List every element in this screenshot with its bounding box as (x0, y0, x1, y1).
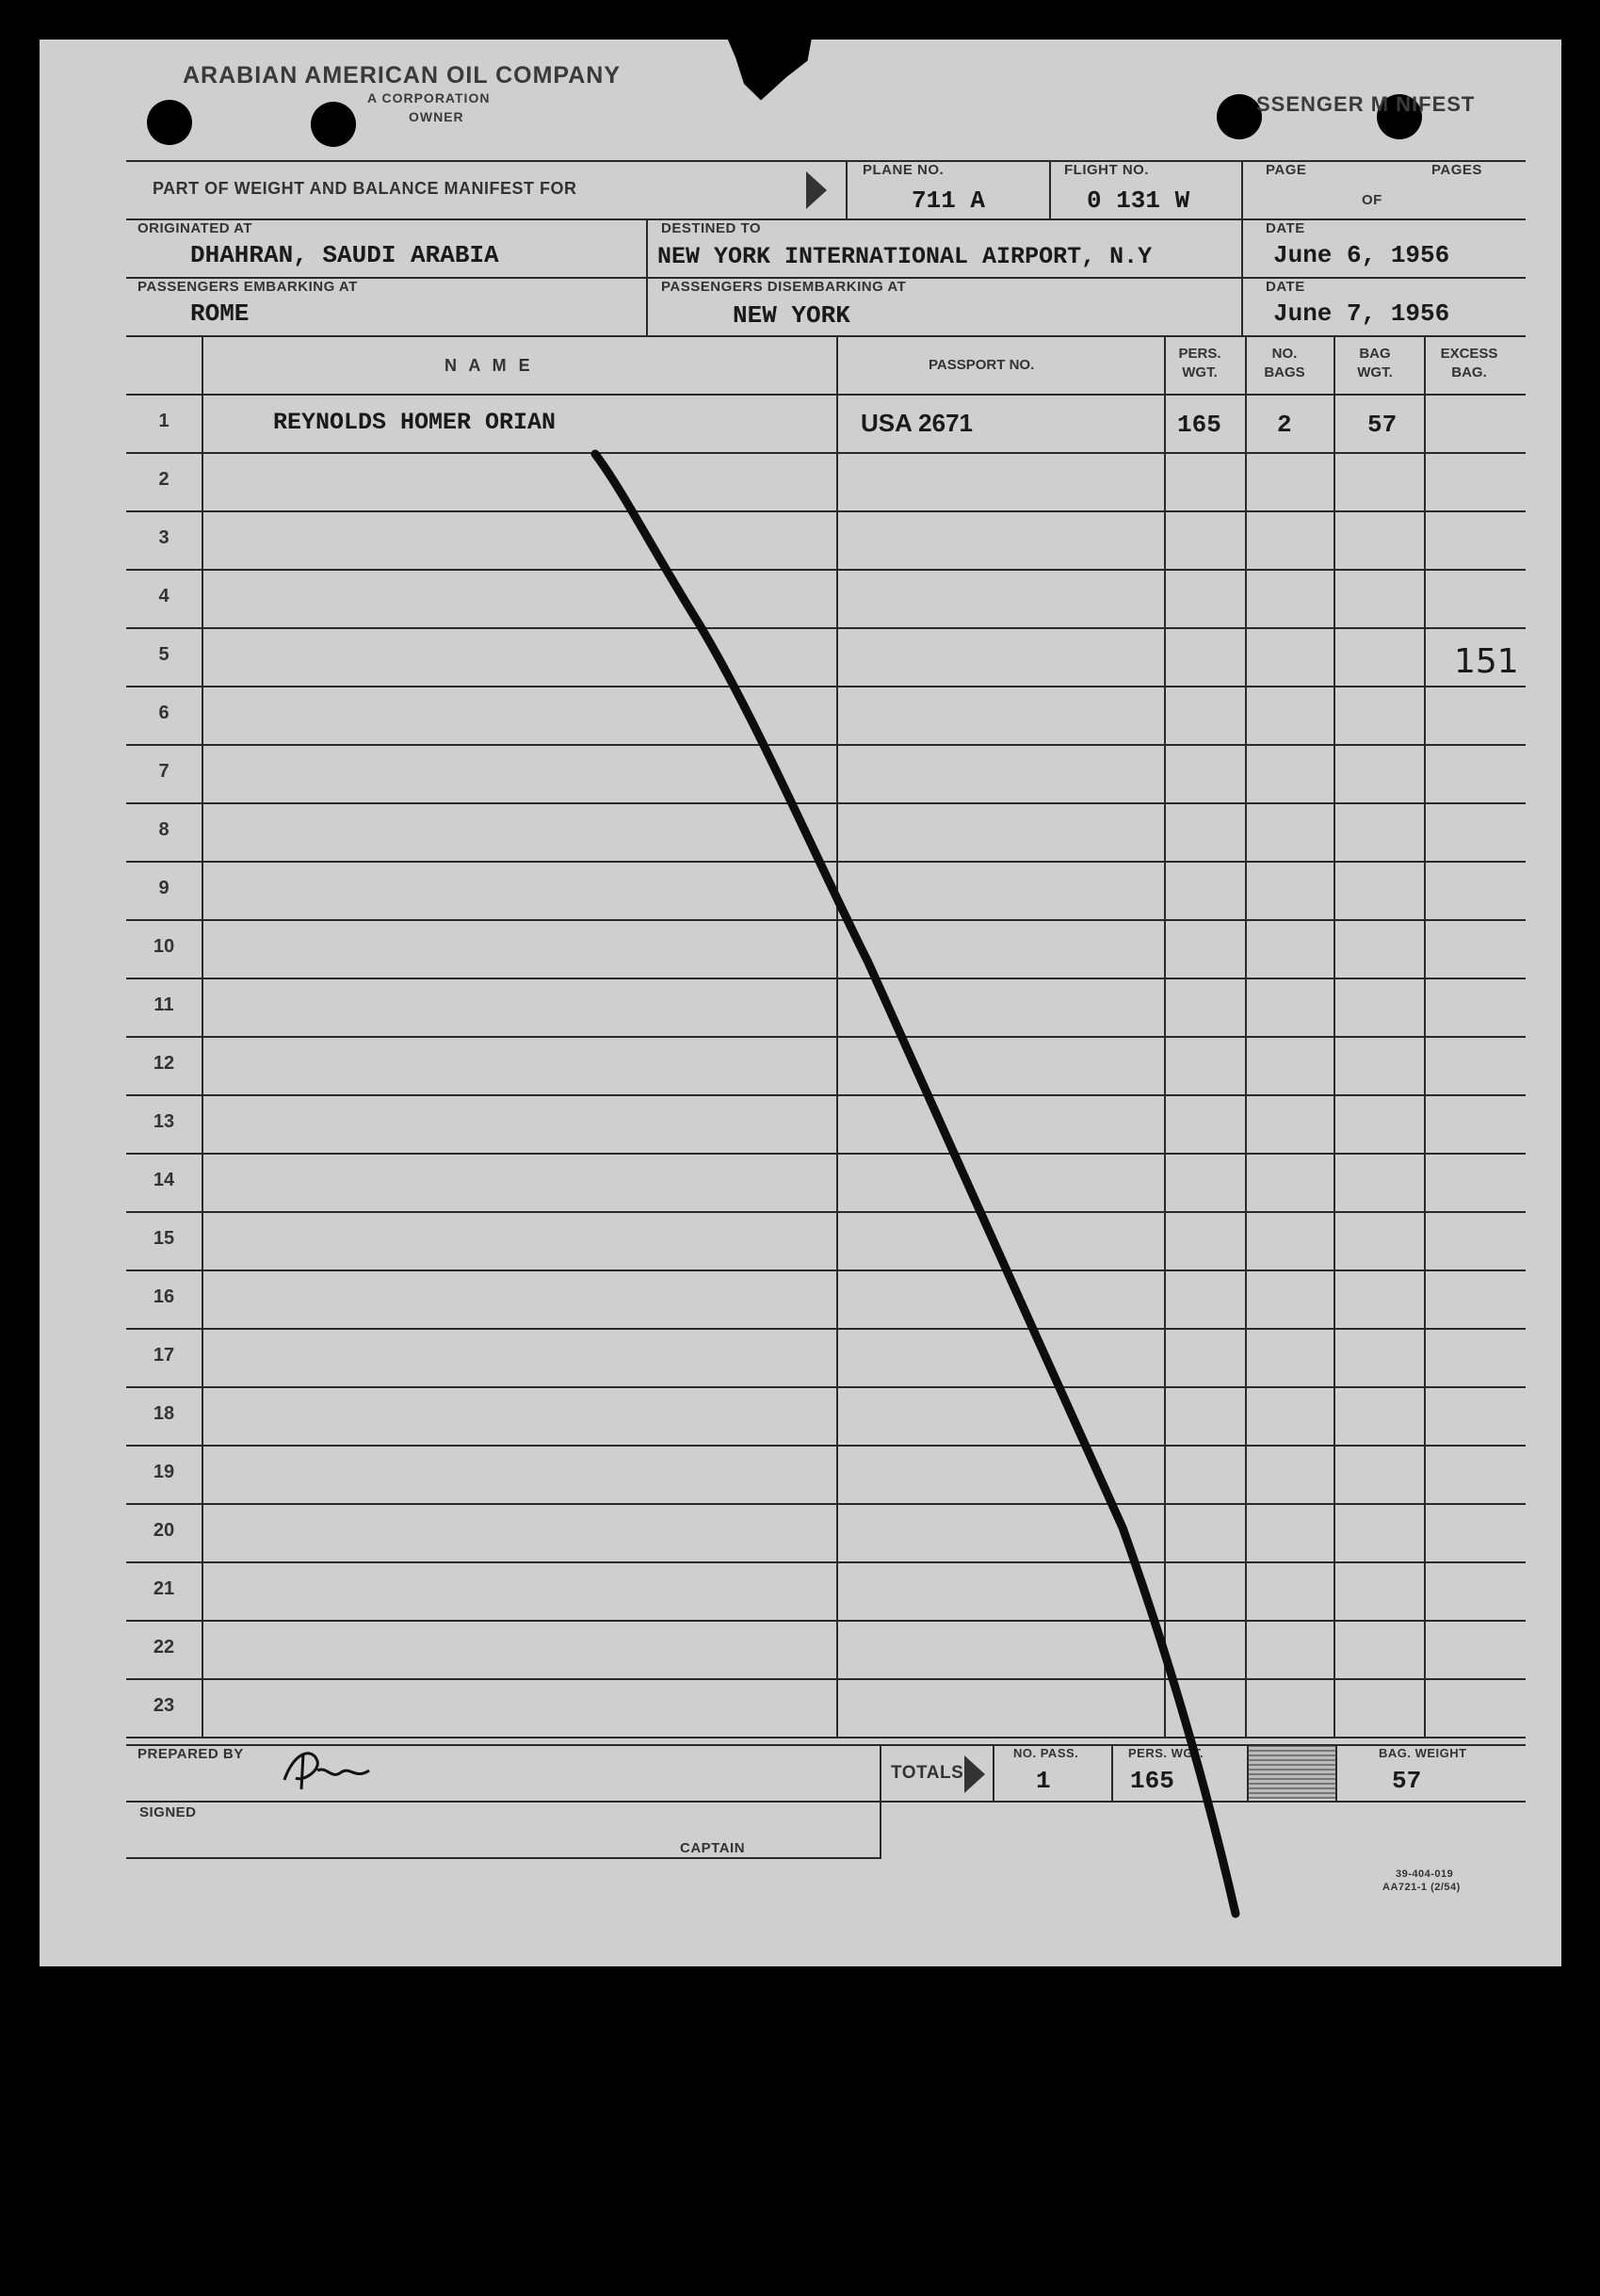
signed-label: SIGNED (139, 1804, 197, 1820)
embarking-value: ROME (190, 299, 250, 328)
row-number: 6 (158, 703, 170, 723)
captain-label: CAPTAIN (680, 1840, 746, 1856)
flight-no-label: FLIGHT NO. (1064, 162, 1149, 178)
col-excess-header: EXCESS BAG. (1440, 346, 1498, 380)
plane-no-label: PLANE NO. (863, 162, 945, 178)
company-owner: OWNER (409, 109, 464, 124)
form-code-2: AA721-1 (2/54) (1382, 1882, 1461, 1893)
row-number: 18 (153, 1403, 175, 1424)
bag-weight-total-label: BAG. WEIGHT (1379, 1746, 1467, 1760)
date-value-2: June 7, 1956 (1273, 299, 1450, 328)
col-passport-header: PASSPORT NO. (929, 357, 1035, 373)
col-name-header: N A M E (444, 356, 534, 375)
no-pass-value: 1 (1036, 1767, 1051, 1795)
flight-no-value: 0 131 W (1087, 186, 1190, 215)
disembarking-value: NEW YORK (733, 301, 850, 330)
totals-label: TOTALS (891, 1763, 964, 1783)
weight-balance-label: PART OF WEIGHT AND BALANCE MANIFEST FOR (153, 179, 577, 198)
margin-note-151: 151 (1454, 642, 1519, 681)
cancellation-line (40, 40, 1561, 1966)
row-number: 12 (153, 1053, 175, 1074)
pers-wgt-total-label: PERS. WGT. (1128, 1746, 1204, 1760)
row-number: 9 (158, 878, 170, 898)
passport-no: USA 2671 (861, 409, 973, 437)
row-number: 21 (153, 1578, 175, 1599)
company-subtitle: A CORPORATION (367, 90, 491, 105)
row-number: 14 (153, 1170, 175, 1190)
date-label-2: DATE (1266, 279, 1305, 295)
col-no-bags-header: NO. BAGS (1264, 346, 1305, 380)
pers-wgt-total-value: 165 (1130, 1767, 1174, 1795)
destined-label: DESTINED TO (661, 220, 762, 236)
pers-wgt-value: 165 (1177, 411, 1221, 439)
row-number: 8 (158, 819, 170, 840)
row-number: 7 (158, 761, 170, 782)
bag-wgt-value: 57 (1367, 411, 1398, 439)
company-name: ARABIAN AMERICAN OIL COMPANY (183, 62, 622, 89)
pages-label: PAGES (1431, 162, 1482, 178)
of-label: OF (1362, 192, 1382, 208)
row-number: 10 (153, 936, 175, 957)
no-bags-value: 2 (1277, 411, 1292, 439)
passenger-name: REYNOLDS HOMER ORIAN (273, 409, 557, 436)
form-title: SSENGER M NIFEST (1256, 92, 1476, 116)
page-label: PAGE (1266, 162, 1307, 178)
row-number: 22 (153, 1637, 175, 1657)
plane-no-value: 711 A (912, 186, 986, 215)
row-number: 5 (158, 644, 170, 665)
embarking-label: PASSENGERS EMBARKING AT (137, 279, 358, 295)
no-pass-label: NO. PASS. (1013, 1746, 1079, 1760)
row-number: 4 (158, 586, 170, 606)
row-number: 19 (153, 1462, 175, 1482)
row-number: 1 (158, 411, 170, 431)
col-bag-wgt-header: BAG WGT. (1357, 346, 1393, 380)
row-number: 16 (153, 1286, 175, 1307)
prepared-by-label: PREPARED BY (137, 1746, 244, 1762)
row-number: 15 (153, 1228, 175, 1249)
originated-value: DHAHRAN, SAUDI ARABIA (190, 241, 499, 269)
row-number: 13 (153, 1111, 175, 1132)
bag-weight-total-value: 57 (1392, 1767, 1422, 1795)
destined-value: NEW YORK INTERNATIONAL AIRPORT, N.Y (657, 243, 1153, 270)
disembarking-label: PASSENGERS DISEMBARKING AT (661, 279, 907, 295)
row-number: 20 (153, 1520, 175, 1541)
originated-label: ORIGINATED AT (137, 220, 253, 236)
date-label-1: DATE (1266, 220, 1305, 236)
form-code-1: 39-404-019 (1396, 1868, 1454, 1880)
row-number: 23 (153, 1695, 175, 1716)
row-number: 17 (153, 1345, 175, 1366)
col-pers-wgt-header: PERS. WGT. (1178, 346, 1221, 380)
row-number: 3 (158, 527, 170, 548)
row-number: 11 (154, 994, 174, 1015)
manifest-sheet (40, 40, 1561, 1966)
row-number: 2 (158, 469, 170, 490)
date-value-1: June 6, 1956 (1273, 241, 1450, 269)
